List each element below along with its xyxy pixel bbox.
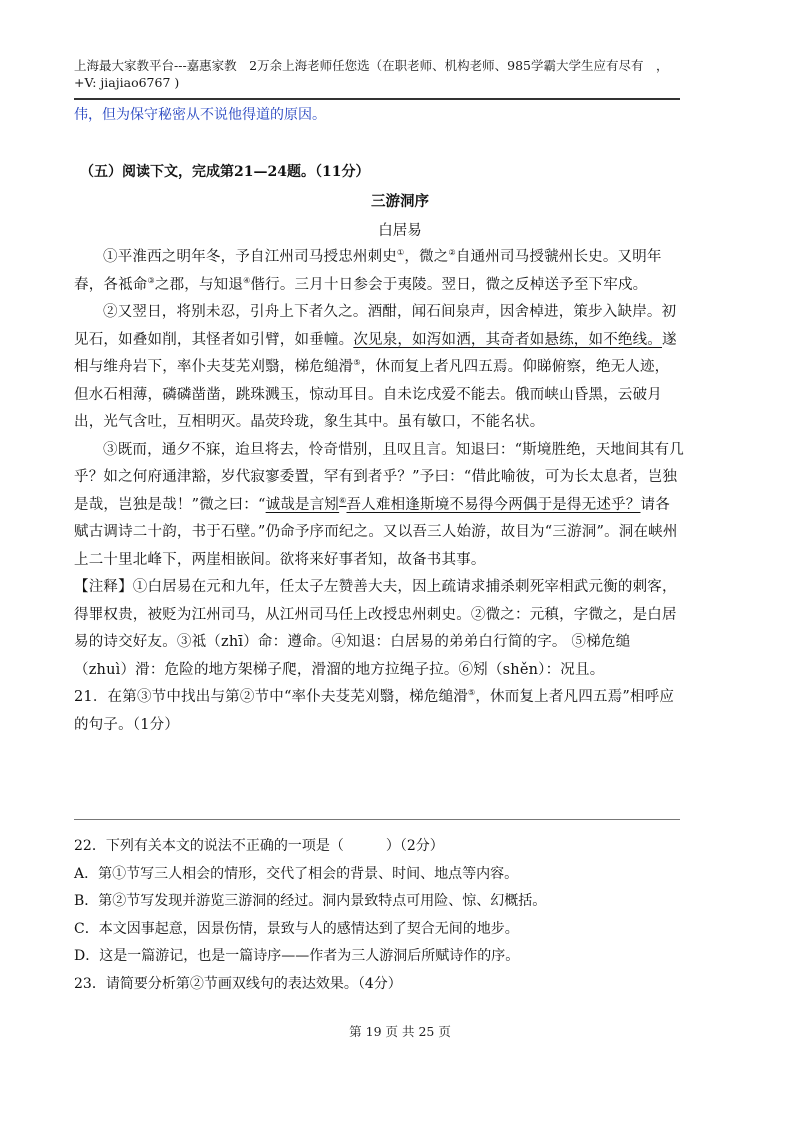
- section-title: （五）阅读下文，完成第21—24题。（11分）: [80, 164, 370, 180]
- footnote-ref-2: ②: [448, 248, 456, 258]
- p2-text-a: ②又翌日，将别未忍，引舟上下者久之。酒酣，闻石间泉声，因舍棹进，策步入缺岸。初见石，如叠如削，其怪者如引臂，如垂幢。: [74, 304, 677, 348]
- p2-text-b: 遂相与维舟岩下，率仆夫芟芜刈翳，梯危缒滑: [74, 331, 677, 375]
- q22-option-b: B．第②节写发现并游览三游洞的经过。洞内景致特点可用险、惊、幻概括。: [74, 893, 547, 909]
- underlined-sentence-2a: 诚哉是言矧: [265, 496, 340, 513]
- p1-text-a: ①平淮西之明年冬，予自江州司马授忠州刺史: [103, 249, 397, 265]
- footnote-ref-3: ③: [147, 275, 155, 285]
- question-22-stem: 22．下列有关本文的说法不正确的一项是（ ）（2分）: [74, 838, 444, 854]
- annotation-notes: 【注释】①白居易在元和九年，任太子左赞善大夫，因上疏请求捕杀刺死宰相武元衡的刺客，得罪权贵，被贬为江州司马，从江州司马任上改授忠州刺史。②微之：元稹，字微之，是白居易的诗交好友。③祗（zhī）命：遵命。④知退：白居易的弟弟白行简的字。 ⑤梯危缒（zhuì）滑：危险的地方架梯子爬，滑溜的地方拉绳子拉。⑥矧（shěn）：况且。: [74, 579, 677, 678]
- paragraph-2: [74, 299, 684, 437]
- footnote-ref-6: ⑥: [339, 495, 347, 505]
- p3-text-a: ③既而，通夕不寐，迨旦将去，怜奇惜别，且叹且言。知退曰：“斯境胜绝，天地间其有几乎？如之何府通津豁，岁代寂寥委置，罕有到者乎？”予曰：“借此喻彼，可为长太息者，岂独是哉，岂独是哉！”微之曰：“: [74, 441, 684, 513]
- q22-option-c: C．本文因事起意，因景伤情，景致与人的感情达到了契合无间的地步。: [74, 920, 519, 937]
- p2-text-c: ，休而复上者凡四五焉。仰睇俯察，绝无人迹，但水石相薄，磷磷凿凿，跳珠溅玉，惊动耳目。自未讫戌爱不能去。俄而峡山昏黑，云破月出，光气含吐，互相明灭。晶荧玲珑，象生其中。虽有敏口，不能名状。: [74, 359, 670, 430]
- q21-footnote-ref: ⑤: [467, 688, 476, 698]
- question-21: [74, 684, 684, 739]
- q22-option-a: A．第①节写三人相会的情形，交代了相会的背景、时间、地点等内容。: [74, 865, 519, 882]
- answer-line-21: [74, 819, 680, 820]
- article-title: 三游洞序: [371, 193, 429, 210]
- p1-text-b: ，微之: [404, 249, 449, 265]
- paragraph-3: [74, 437, 684, 575]
- p3-text-b: 请各赋古调诗二十韵，书于石壁。”仍命予序而纪之。又以吾三人始游，故目为“三游洞”。洞在峡州上二十里北峰下，两崖相嵌间。欲将来好事者知，故备书其事。: [74, 496, 678, 568]
- footnote-ref-5: ⑤: [353, 358, 361, 368]
- footnote-ref-4: ④: [243, 275, 251, 285]
- p1-text-c: 自通州司马授虢州长史。又明年春，各祗命: [74, 249, 662, 293]
- q21-text-a: 21．在第③节中找出与第②节中“率仆夫芟芜刈翳，梯危缒滑: [74, 689, 468, 705]
- q21-text-b: ，休而复上者凡四五焉”相呼应的句子。（1分）: [74, 689, 675, 733]
- p1-text-d: 之郡，与知退: [154, 276, 244, 293]
- page-footer: 第 19 页 共 25 页: [349, 1024, 451, 1039]
- underlined-sentence-2b: 吾人难相逢斯境不易得今两偶于是得无述乎？: [346, 496, 641, 513]
- footnote-ref-1: ①: [397, 248, 405, 258]
- paragraph-1: [74, 244, 684, 299]
- questions-block: [74, 833, 684, 998]
- article-body: [74, 244, 684, 739]
- underlined-sentence-1: 次见泉，如泻如洒，其奇者如悬练，如不绝线。: [353, 331, 663, 348]
- article-author: 白居易: [378, 223, 422, 239]
- header-divider: [74, 98, 680, 100]
- previous-answer-text: 伟，但为保守秘密从不说他得道的原因。: [74, 107, 326, 123]
- question-23-stem: 23．请简要分析第②节画双线句的表达效果。（4分）: [74, 975, 402, 992]
- page-header: 上海最大家教平台---嘉惠家教 2万余上海老师任您选（在职老师、机构老师、985学霸大学生应有尽有 ，+V: jiajiao6767 ): [74, 58, 669, 90]
- p1-text-e: 偕行。三月十日参会于夷陵。翌日，微之反棹送予至下牢戍。: [250, 276, 648, 293]
- q22-option-d: D．这是一篇游记，也是一篇诗序——作者为三人游洞后所赋诗作的序。: [74, 948, 520, 964]
